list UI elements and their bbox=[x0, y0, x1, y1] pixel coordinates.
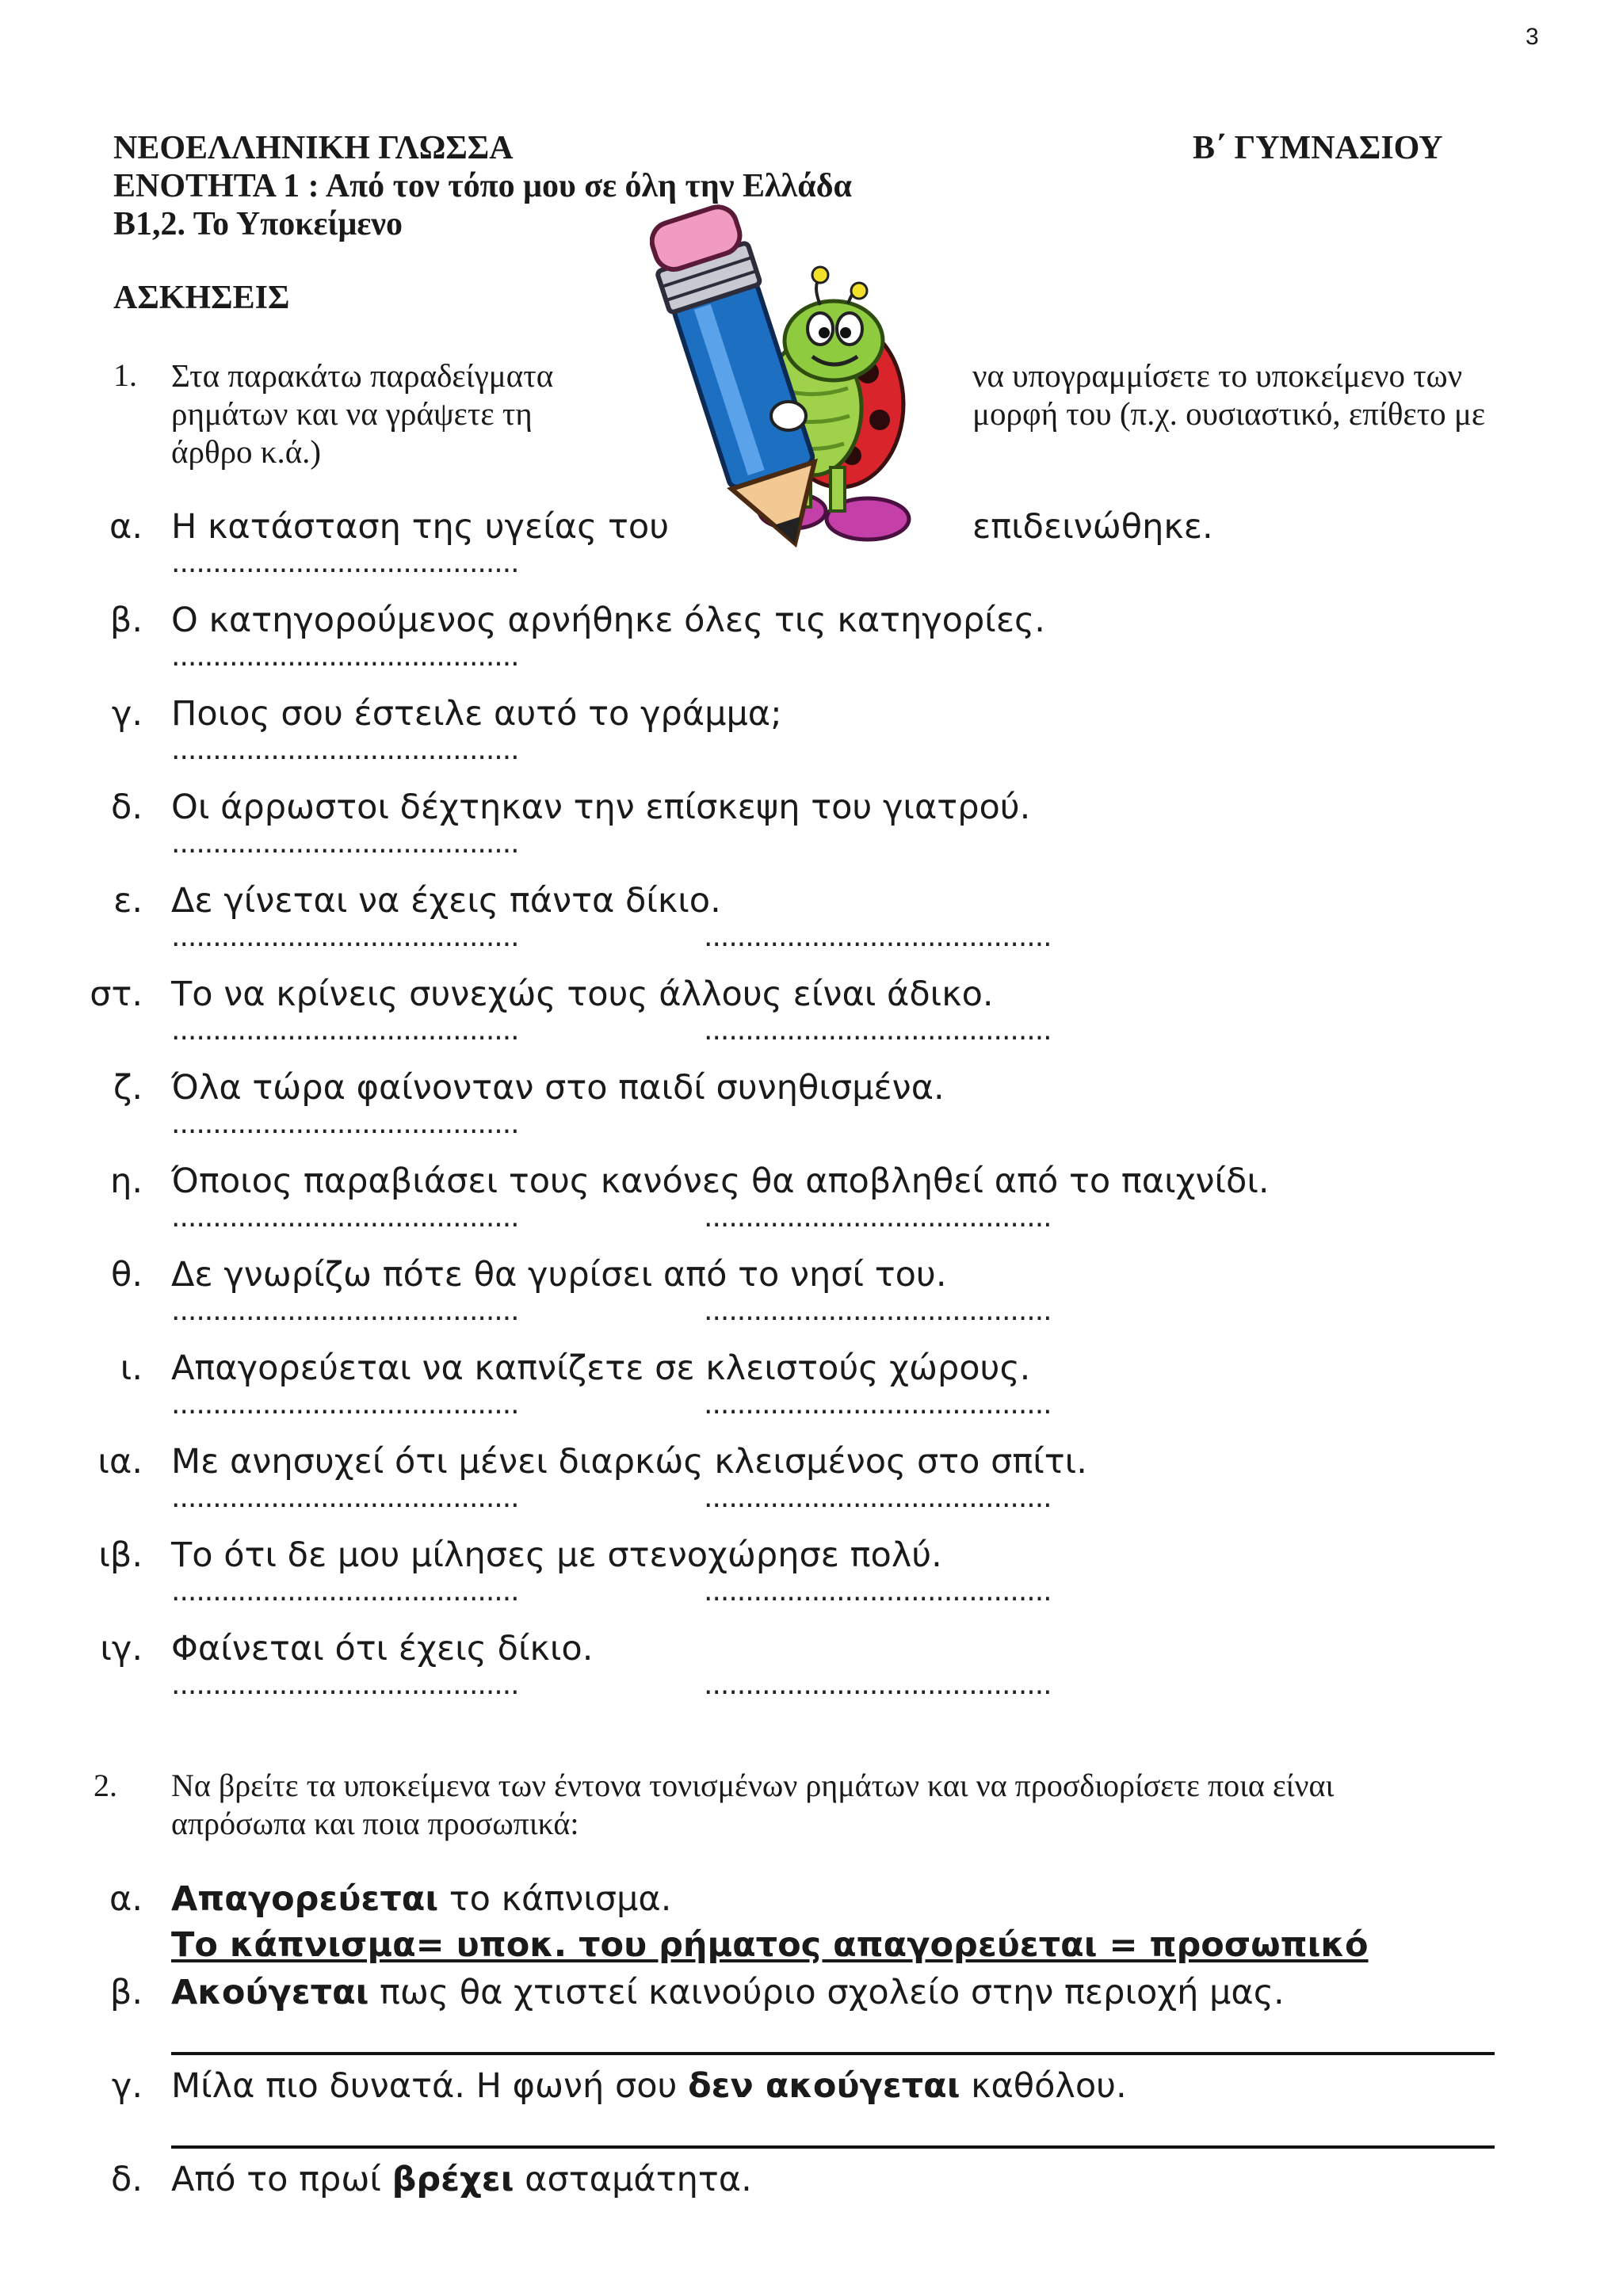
bold-verb: Ακούγεται bbox=[171, 1973, 369, 2012]
exercise1-item-label: θ. bbox=[111, 1255, 143, 1295]
answer-dots[interactable]: .......................................... bbox=[171, 1669, 519, 1701]
bold-verb: βρέχει bbox=[391, 2160, 514, 2199]
answer-dots[interactable]: .......................................... bbox=[171, 640, 519, 673]
exercise1-item-label: γ. bbox=[111, 694, 143, 734]
answer-dots[interactable]: .......................................... bbox=[171, 734, 519, 766]
answer-dots[interactable]: .......................................... bbox=[704, 1295, 1052, 1327]
exercise1-item-sentence: Το ότι δε μου μίλησες με στενοχώρησε πολύ. bbox=[171, 1535, 942, 1575]
exercise2-example-answer: Το κάπνισμα= υποκ. του ρήματος απαγορεύεται = προσωπικό bbox=[171, 1925, 1369, 1965]
exercise1-item-label: β. bbox=[109, 601, 143, 640]
exercise1-item-sentence: Ο κατηγορούμενος αρνήθηκε όλες τις κατηγορίες. bbox=[171, 601, 1045, 640]
exercise1-item-sentence: Ποιος σου έστειλε αυτό το γράμμα; bbox=[171, 694, 782, 734]
answer-dots[interactable]: .......................................... bbox=[171, 1295, 519, 1327]
exercise1-item-sentence-end: επιδεινώθηκε. bbox=[972, 507, 1213, 547]
exercise1-item-sentence: Φαίνεται ότι έχεις δίκιο. bbox=[171, 1629, 594, 1669]
exercise1-item-sentence: Δε γνωρίζω πότε θα γυρίσει από το νησί του. bbox=[171, 1255, 947, 1295]
exercise1-item-label: στ. bbox=[90, 974, 143, 1014]
exercise1-item-label: δ. bbox=[111, 788, 143, 827]
exercise1-instruction-left-1: Στα παρακάτω παραδείγματα bbox=[171, 357, 554, 394]
exercise1-instruction-right-2: μορφή του (π.χ. ουσιαστικό, επίθετο με bbox=[972, 395, 1486, 432]
exercise1-item-sentence: Δε γίνεται να έχεις πάντα δίκιο. bbox=[171, 881, 721, 921]
answer-dots[interactable]: .......................................... bbox=[171, 1108, 519, 1140]
answer-dots[interactable]: .......................................... bbox=[704, 1575, 1052, 1608]
answer-dots[interactable]: .......................................... bbox=[171, 1014, 519, 1047]
answer-dots[interactable]: .......................................... bbox=[171, 921, 519, 953]
exercise1-item-label: η. bbox=[110, 1161, 143, 1201]
exercise1-item-sentence: Με ανησυχεί ότι μένει διαρκώς κλεισμένος στο σπίτι. bbox=[171, 1442, 1087, 1482]
exercise1-item-sentence: Το να κρίνεις συνεχώς τους άλλους είναι άδικο. bbox=[171, 974, 994, 1014]
exercise1-instruction-left-2: ρημάτων και να γράψετε τη bbox=[171, 395, 533, 432]
answer-dots[interactable]: .......................................... bbox=[704, 1482, 1052, 1514]
exercise1-instruction-right-1: να υπογραμμίσετε το υποκείμενο των bbox=[972, 357, 1463, 394]
answer-dots[interactable]: .......................................... bbox=[704, 1201, 1052, 1234]
answer-line[interactable] bbox=[171, 2145, 1495, 2149]
section-title: ΑΣΚΗΣΕΙΣ bbox=[113, 280, 290, 316]
unit-title: ΕΝΟΤΗΤΑ 1 : Από τον τόπο μου σε όλη την Ελλάδα bbox=[113, 168, 852, 204]
exercise1-item-label: ι. bbox=[120, 1348, 143, 1388]
exercise2-item-label: δ. bbox=[111, 2160, 143, 2199]
answer-dots[interactable]: .......................................... bbox=[704, 1014, 1052, 1047]
exercise1-number: 1. bbox=[113, 357, 137, 393]
answer-dots[interactable]: .......................................... bbox=[171, 827, 519, 860]
answer-dots[interactable]: .......................................... bbox=[704, 921, 1052, 953]
exercise1-item-sentence: Απαγορεύεται να καπνίζετε σε κλειστούς χώρους. bbox=[171, 1348, 1031, 1388]
exercise2-instruction-2: απρόσωπα και ποια προσωπικά: bbox=[171, 1806, 579, 1841]
page-number: 3 bbox=[1526, 24, 1539, 50]
exercise2-item-label: β. bbox=[109, 1973, 143, 2012]
exercise1-item-label: α. bbox=[109, 507, 143, 547]
lesson-title: Β1,2. Το Υποκείμενο bbox=[113, 206, 403, 242]
exercise1-item-label: ε. bbox=[113, 881, 143, 921]
exercise2-item-label: α. bbox=[109, 1879, 143, 1919]
pencil-ladybug-icon bbox=[650, 202, 959, 559]
answer-dots[interactable]: .......................................... bbox=[171, 1388, 519, 1421]
answer-dots[interactable]: .......................................... bbox=[171, 1575, 519, 1608]
bold-verb: Απαγορεύεται bbox=[171, 1879, 439, 1919]
answer-dots[interactable]: .......................................... bbox=[704, 1669, 1052, 1701]
answer-dots[interactable]: .......................................... bbox=[171, 1482, 519, 1514]
subject-title: ΝΕΟΕΛΛΗΝΙΚΗ ΓΛΩΣΣΑ bbox=[113, 130, 514, 166]
exercise2-item-sentence: Ακούγεται πως θα χτιστεί καινούριο σχολείο στην περιοχή μας. bbox=[171, 1973, 1285, 2012]
exercise1-instruction-left-3: άρθρο κ.ά.) bbox=[171, 433, 322, 470]
answer-line[interactable] bbox=[171, 2052, 1495, 2055]
answer-dots[interactable]: .......................................... bbox=[171, 1201, 519, 1234]
exercise2-item-sentence: Μίλα πιο δυνατά. Η φωνή σου δεν ακούγεται καθόλου. bbox=[171, 2066, 1127, 2106]
exercise2-instruction-1: Να βρείτε τα υποκείμενα των έντονα τονισμένων ρημάτων και να προσδιορίσετε ποια είναι bbox=[171, 1768, 1335, 1803]
exercise1-item-sentence: Η κατάσταση της υγείας του bbox=[171, 507, 670, 547]
exercise2-item-sentence: Απαγορεύεται το κάπνισμα. bbox=[171, 1879, 672, 1919]
bold-verb: δεν ακούγεται bbox=[688, 2066, 960, 2106]
answer-dots[interactable]: .......................................... bbox=[704, 1388, 1052, 1421]
exercise1-item-label: ιγ. bbox=[100, 1629, 143, 1669]
grade-title: Β΄ ΓΥΜΝΑΣΙΟΥ bbox=[1193, 130, 1443, 166]
exercise1-item-label: ια. bbox=[97, 1442, 143, 1482]
exercise2-item-sentence: Από το πρωί βρέχει ασταμάτητα. bbox=[171, 2160, 752, 2199]
exercise2-number: 2. bbox=[94, 1768, 117, 1803]
exercise1-item-label: ζ. bbox=[113, 1068, 143, 1108]
exercise1-item-sentence: Οι άρρωστοι δέχτηκαν την επίσκεψη του γιατρού. bbox=[171, 788, 1031, 827]
answer-dots[interactable]: .......................................... bbox=[171, 547, 519, 579]
exercise1-item-sentence: Όποιος παραβιάσει τους κανόνες θα αποβληθεί από το παιχνίδι. bbox=[171, 1161, 1270, 1201]
exercise1-item-sentence: Όλα τώρα φαίνονταν στο παιδί συνηθισμένα. bbox=[171, 1068, 945, 1108]
exercise1-item-label: ιβ. bbox=[98, 1535, 143, 1575]
exercise2-item-label: γ. bbox=[111, 2066, 143, 2106]
